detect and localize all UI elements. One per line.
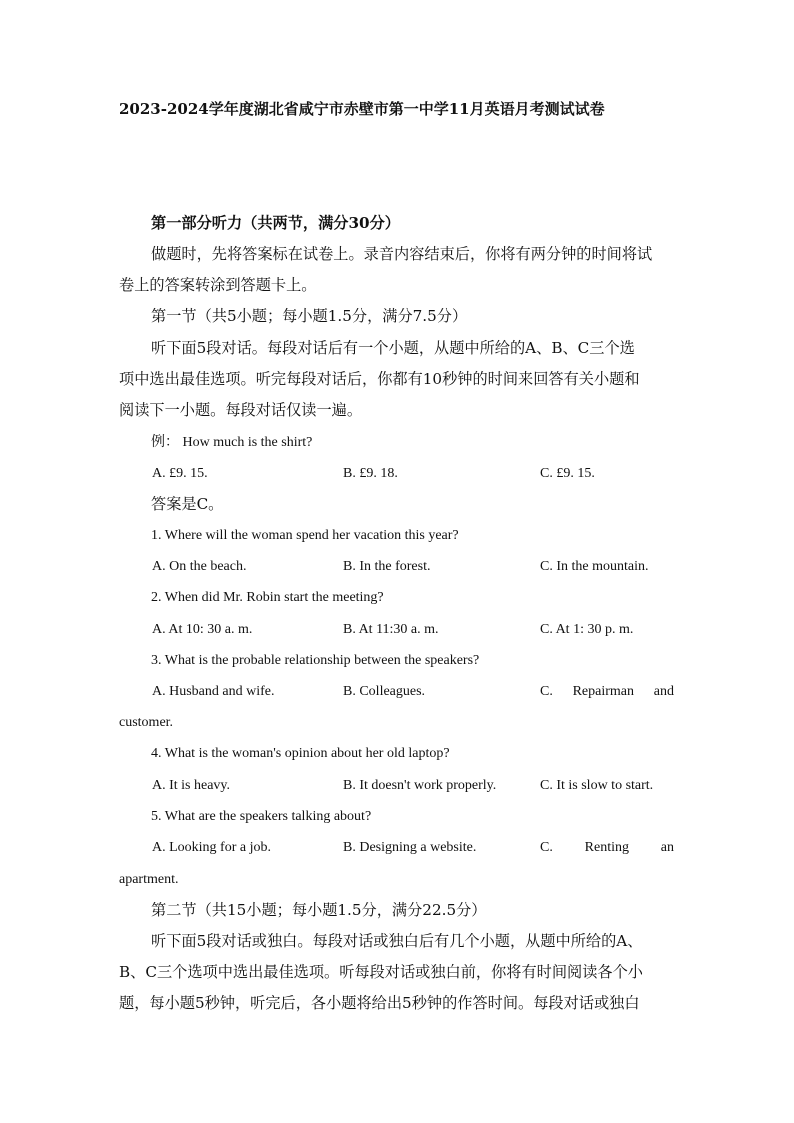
question-2-option-c: C. At 1: 30 p. m. <box>540 622 634 637</box>
section2-heading: 第二节（共15小题；每小题1.5分，满分22.5分） <box>151 901 487 919</box>
question-1-option-c: C. In the mountain. <box>540 559 649 574</box>
part1-intro-line1: 做题时，先将答案标在试卷上。录音内容结束后，你将有两分钟的时间将试 <box>151 245 653 263</box>
question-3-option-c <box>540 682 674 702</box>
question-5-option-c <box>540 838 674 858</box>
section1-heading: 第一节（共5小题；每小题1.5分，满分7.5分） <box>151 307 468 325</box>
example-option-a: A. £9. 15. <box>152 466 208 481</box>
question-2-option-a: A. At 10: 30 a. m. <box>152 622 253 637</box>
section2-instruction-line2: B、C三个选项中选出最佳选项。听每段对话或独白前，你将有时间阅读各个小 <box>119 963 643 981</box>
part1-intro-line2: 卷上的答案转涂到答题卡上。 <box>119 276 317 294</box>
question-2-option-b: B. At 11:30 a. m. <box>343 622 439 637</box>
exam-title: 2023-2024学年度湖北省咸宁市赤壁市第一中学11月英语月考测试试卷 <box>119 100 605 118</box>
question-5-option-a: A. Looking for a job. <box>152 840 271 855</box>
question-5-option-c-letter: C. <box>540 840 553 855</box>
section1-instruction-line3: 阅读下一小题。每段对话仅读一遍。 <box>119 401 362 419</box>
example-question: 例： How much is the shirt? <box>151 435 313 450</box>
example-option-b: B. £9. 18. <box>343 466 398 481</box>
question-3-option-c-letter: C. <box>540 684 553 699</box>
example-answer: 答案是C。 <box>151 495 224 513</box>
section1-instruction-line2: 项中选出最佳选项。听完每段对话后，你都有10秒钟的时间来回答有关小题和 <box>119 370 640 388</box>
question-5-option-c-word2: an <box>660 840 674 855</box>
question-4-option-b: B. It doesn't work properly. <box>343 778 497 793</box>
question-1-option-b: B. In the forest. <box>343 559 431 574</box>
question-3-option-a: A. Husband and wife. <box>152 684 275 699</box>
question-3-option-c-continued: customer. <box>119 715 174 730</box>
part1-heading: 第一部分听力（共两节，满分30分） <box>151 214 400 232</box>
example-option-c: C. £9. 15. <box>540 466 595 481</box>
question-1-option-a: A. On the beach. <box>152 559 247 574</box>
question-2: 2. When did Mr. Robin start the meeting? <box>151 590 384 605</box>
question-4-option-a: A. It is heavy. <box>152 778 231 793</box>
question-3-option-c-word2: and <box>653 684 674 699</box>
section2-instruction-line1: 听下面5段对话或独白。每段对话或独白后有几个小题，从题中所给的A、 <box>151 932 643 950</box>
question-4-option-c: C. It is slow to start. <box>540 778 654 793</box>
question-5-option-c-continued: apartment. <box>119 872 179 887</box>
question-5-option-c-word1: Renting <box>584 840 629 855</box>
question-5: 5. What are the speakers talking about? <box>151 809 372 824</box>
question-3: 3. What is the probable relationship between the speakers? <box>151 653 480 668</box>
question-5-option-b: B. Designing a website. <box>343 840 477 855</box>
question-1: 1. Where will the woman spend her vacation this year? <box>151 528 459 543</box>
section2-instruction-line3: 题，每小题5秒钟，听完后，各小题将给出5秒钟的作答时间。每段对话或独白 <box>119 994 640 1012</box>
question-3-option-c-word1: Repairman <box>572 684 635 699</box>
question-4: 4. What is the woman's opinion about her old laptop? <box>151 746 450 761</box>
question-3-option-b: B. Colleagues. <box>343 684 426 699</box>
section1-instruction-line1: 听下面5段对话。每段对话后有一个小题，从题中所给的A、B、C三个选 <box>151 339 635 357</box>
